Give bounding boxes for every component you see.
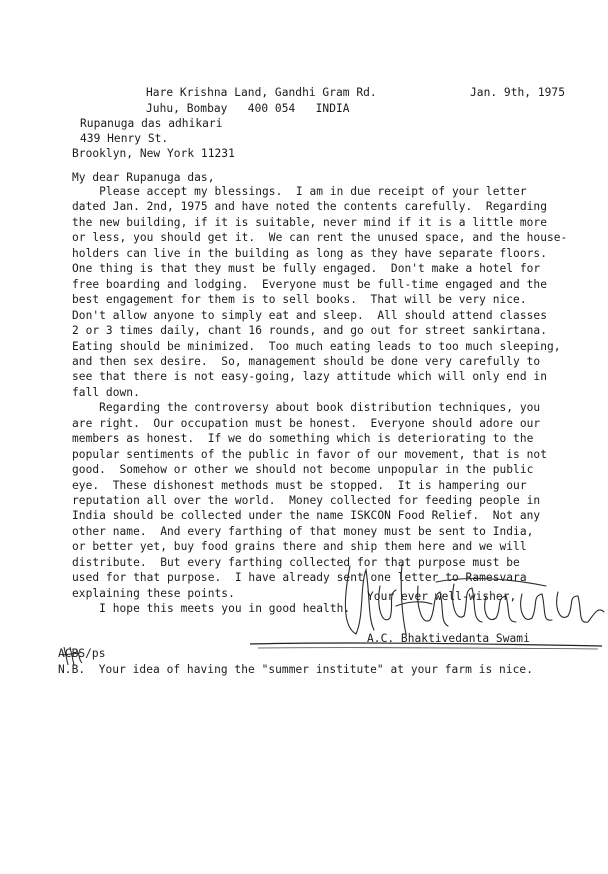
body-line: free boarding and lodging. Everyone must be full-time engaged and the <box>72 277 547 291</box>
recipient-name: Rupanuga das adhikari <box>80 117 223 130</box>
body-line: I hope this meets you in good health. <box>72 602 351 616</box>
body-line: Please accept my blessings. I am in due receipt of your letter <box>72 185 527 198</box>
body-line: Eating should be minimized. Too much eating leads to too much sleeping, <box>72 339 561 353</box>
sender-address-line-1: Hare Krishna Land, Gandhi Gram Rd. <box>146 86 377 99</box>
recipient-city: Brooklyn, New York 11231 <box>72 147 235 160</box>
body-line: good. Somehow or other we should not become unpopular in the public <box>72 463 534 477</box>
body-line: or less, you should get it. We can rent the unused space, and the house- <box>72 231 568 245</box>
body-line: explaining these points. <box>72 586 235 600</box>
body-line: One thing is that they must be fully engaged. Don't make a hotel for <box>72 262 541 276</box>
body-line: the new building, if it is suitable, never mind if it is a little more <box>72 215 547 229</box>
body-line: best engagement for them is to sell books. That will be very nice. <box>72 293 527 307</box>
body-line: other name. And every farthing of that money must be sent to India, <box>72 524 534 538</box>
closing: Your ever well-wisher, <box>367 590 517 603</box>
sender-address-line-2: Juhu, Bombay 400 054 INDIA <box>146 102 350 115</box>
body-line: members as honest. If we do something which is deteriorating to the <box>72 432 534 446</box>
postscript: N.B. Your idea of having the "summer institute" at your farm is nice. <box>58 663 533 676</box>
body-line: Regarding the controversy about book distribution techniques, you <box>72 401 541 415</box>
body-line: Don't allow anyone to simply eat and sleep. All should attend classes <box>72 308 547 322</box>
body-line: holders can live in the building as long as they have separate floors. <box>72 246 547 260</box>
body-line: or better yet, buy food grains there and ship them here and we will <box>72 540 527 554</box>
typist-initials: ACBS/ps <box>58 647 106 660</box>
body-line: dated Jan. 2nd, 1975 and have noted the contents carefully. Regarding <box>72 200 547 214</box>
body-line: India should be collected under the name ISKCON Food Relief. Not any <box>72 509 541 523</box>
recipient-street: 439 Henry St. <box>80 132 169 145</box>
body-line: fall down. <box>72 385 140 399</box>
body-line: distribute. But every farthing collected for that purpose must be <box>72 555 520 569</box>
body-line: 2 or 3 times daily, chant 16 rounds, and go out for street sankirtana. <box>72 324 547 337</box>
body-line: see that there is not easy-going, lazy attitude which will only end in <box>72 370 547 384</box>
signature-name: A.C. Bhaktivedanta Swami <box>367 632 530 645</box>
body-line: are right. Our occupation must be honest. Everyone should adore our <box>72 416 541 430</box>
body-line: popular sentiments of the public in favor of our movement, that is not <box>72 447 547 461</box>
body-line: and then sex desire. So, management should be done very carefully to <box>72 354 541 368</box>
body-line: reputation all over the world. Money collected for feeding people in <box>72 494 541 507</box>
body-line: eye. These dishonest methods must be stopped. It is hampering our <box>72 478 527 492</box>
salutation: My dear Rupanuga das, <box>72 171 215 184</box>
letter-date: Jan. 9th, 1975 <box>470 86 565 99</box>
body-line: used for that purpose. I have already sent one letter to Ramesvara <box>72 571 527 585</box>
